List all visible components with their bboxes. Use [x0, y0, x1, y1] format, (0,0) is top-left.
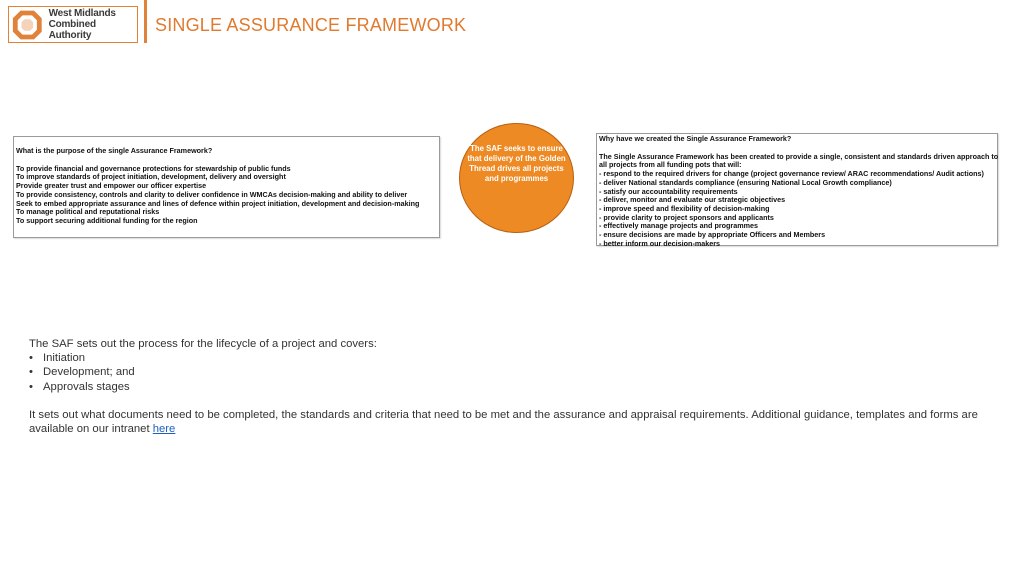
purpose-line: Seek to embed appropriate assurance and lines of defence within project initiation, development and decision-making: [16, 198, 420, 208]
why-item: - satisfy our accountability requirements: [599, 186, 738, 196]
why-item: - deliver, monitor and evaluate our strategic objectives: [599, 195, 786, 205]
logo-line-2: Combined Authority: [48, 19, 96, 41]
why-heading: Why have we created the Single Assurance Framework?: [599, 134, 792, 143]
why-item: - respond to the required drivers for change (project governance review/ ARAC recommendations/ Audit actions): [599, 169, 984, 179]
list-item: • Development; and: [29, 365, 1009, 379]
documents-text: It sets out what documents need to be completed, the standards and criteria that need to be met and the assurance and appraisal requirements. Additional guidance, templates and forms are available on our intranet: [29, 408, 978, 436]
wmca-logo: [8, 6, 138, 43]
why-item: - better inform our decision-makers: [599, 238, 721, 248]
circle-text: The SAF seeks to ensure that delivery of the Golden Thread drives all projects and programmes: [467, 144, 566, 183]
why-item: - improve speed and flexibility of decision-making: [599, 203, 770, 213]
page-title: SINGLE ASSURANCE FRAMEWORK: [155, 15, 467, 35]
why-item: - provide clarity to project sponsors and applicants: [599, 212, 774, 222]
why-box: [596, 133, 998, 246]
purpose-line: Provide greater trust and empower our officer expertise: [16, 181, 207, 191]
lifecycle-list: [29, 351, 1009, 394]
purpose-heading: What is the purpose of the single Assurance Framework?: [16, 146, 213, 155]
logo-line-1: West Midlands: [48, 8, 116, 19]
purpose-box: [13, 136, 440, 238]
saf-description: [29, 337, 1009, 436]
list-item: • Approvals stages: [29, 380, 1009, 394]
documents-paragraph: [29, 408, 1009, 436]
why-item: - effectively manage projects and programmes: [599, 221, 758, 231]
why-intro-line: all projects from all funding pots that will:: [599, 160, 742, 170]
why-intro-line: The Single Assurance Framework has been created to provide a single, consistent and standards driven approach to: [599, 151, 999, 161]
why-item: - ensure decisions are made by appropriate Officers and Members: [599, 230, 826, 240]
list-item: • Initiation: [29, 351, 1009, 365]
purpose-line: To provide financial and governance protections for stewardship of public funds: [16, 163, 291, 173]
purpose-line: To support securing additional funding for the region: [16, 215, 198, 225]
purpose-line: To provide consistency, controls and clarity to deliver confidence in WMCAs decision-making and ability to deliver: [16, 189, 408, 199]
intranet-link[interactable]: here: [152, 423, 176, 436]
purpose-line: To manage political and reputational risks: [16, 207, 160, 217]
logo-text: [49, 8, 137, 41]
title-divider: [144, 0, 147, 43]
golden-thread-circle: [459, 123, 574, 233]
purpose-line: To improve standards of project initiation, development, delivery and oversight: [16, 172, 286, 182]
lifecycle-intro: The SAF sets out the process for the lifecycle of a project and covers:: [29, 338, 377, 350]
why-item: - deliver National standards compliance (ensuring National Local Growth compliance): [599, 177, 892, 187]
wmca-octagon-logo-icon: [10, 7, 45, 43]
